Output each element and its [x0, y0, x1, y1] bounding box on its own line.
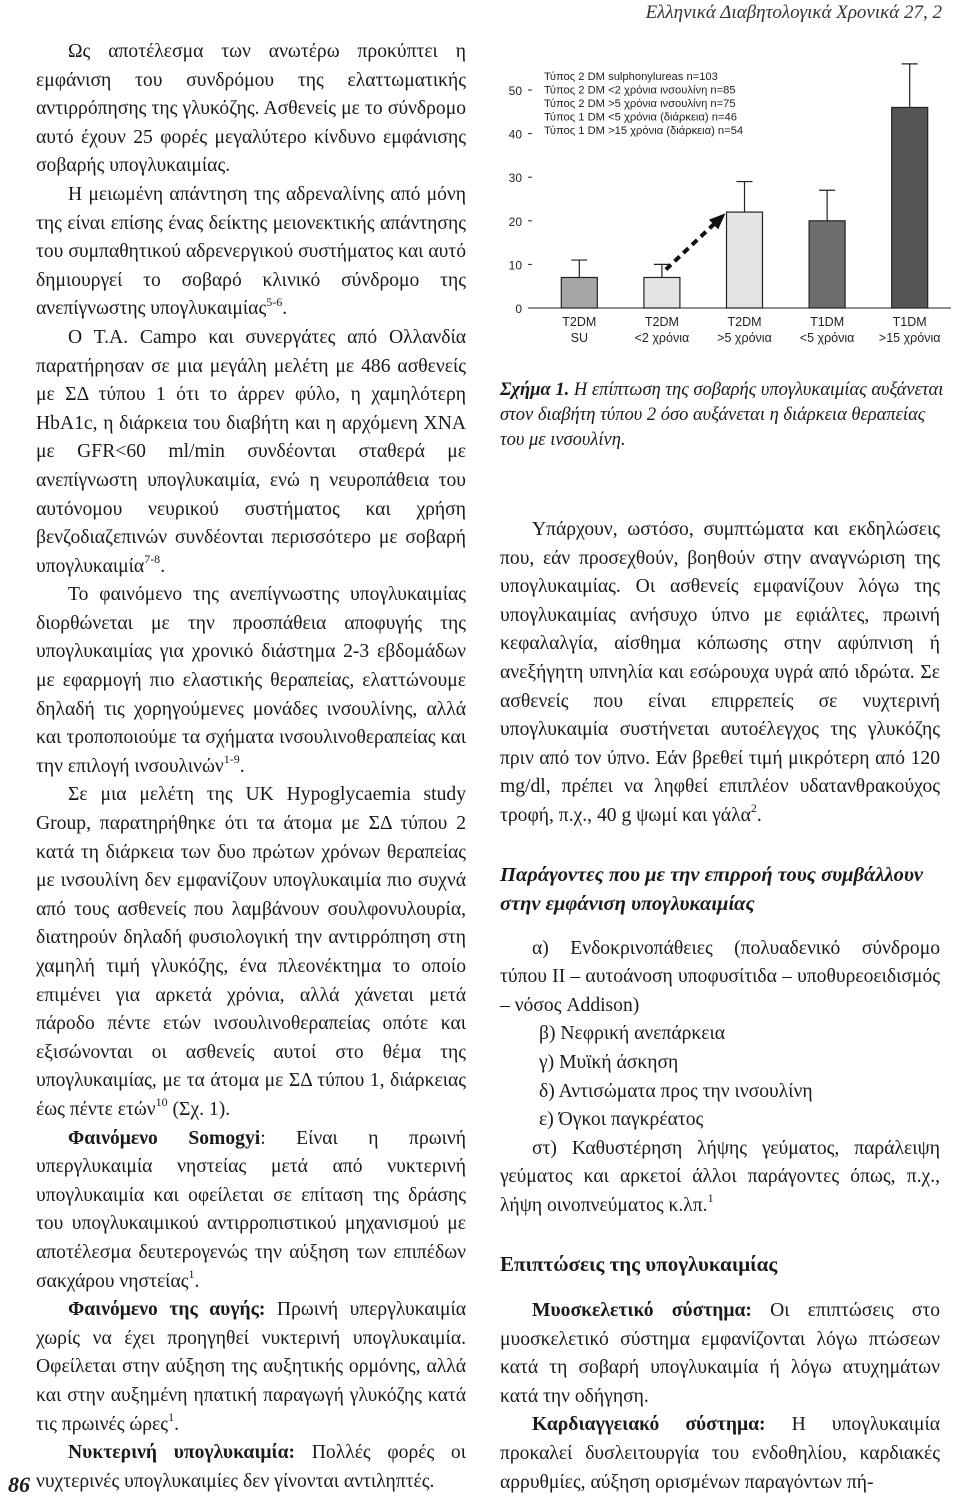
figure-1 — [496, 50, 956, 380]
section-heading: Επιπτώσεις της υπογλυκαιμίας — [500, 1252, 778, 1277]
paragraph: Φαινόμενο Somogyi: Είναι η πρωινή υπεργλυκαιμία νηστείας μετά από νυκτερινή υπογλυκαιμία και οφείλεται σε επίταση της δράσης του υπογλυκαιμικού αντιρροπιστικού μηχανισμού με αποτέλεσμα δευτερογενώς την αύξηση των επιπέδων σακχάρου νηστείας$^1$. — [36, 1127, 466, 1292]
running-head: Ελληνικά Διαβητολογικά Χρονικά 27, 2 — [645, 2, 942, 23]
paragraph: Ως αποτέλεσμα των ανωτέρω προκύπτει η εμφάνιση του συνδρόμου της ελαττωματικής αντιρρόπησης της γλυκόζης. Ασθενείς με το σύνδρομο αυτό έχουν 25 φορές μεγαλύτερο κίνδυνο εμφάνισης σοβαρής υπογλυκαιμίας. — [36, 41, 466, 177]
right-column — [500, 516, 940, 1497]
left-column — [36, 38, 466, 1496]
y-tick-label: 50 — [508, 84, 522, 98]
term: Φαινόμενο της αυγής: — [68, 1299, 266, 1321]
term: Νυκτερινή υπογλυκαιμία: — [68, 1442, 296, 1464]
paragraph: Σε μια μελέτη της UK Hypoglycaemia study Group, παρατηρήθηκε ότι τα άτομα με ΣΔ τύπου 2 κατά τη διάρκεια των δυο πρώτων χρόνων θεραπείας με ινσουλίνη δεν εμφανίζουν υπογλυκαιμία πιο συχνά από τους ασθενείς που λαμβάνουν σουλφονυλουρία, διατηρούν δηλαδή φυσιολογική την αντιρρόπηση στη χαμηλή τιμή γλυκόζης, ένα πλεονέκτημα το οποίο επιμένει για αρκετά χρόνια, αλλά χάνεται μετά πάροδο πέντε ετών ινσουλινοθεραπείας οπότε και εξισώνονται οι ασθενείς αυτοί στο θέμα της υπογλυκαιμίας, με τα άτομα με ΣΔ τύπου 1, διάρκειας έως πέντε ετών$^{10}$ (Σχ. 1). — [36, 784, 466, 1120]
list-item: α) Ενδοκρινοπάθειες (πολυαδενικό σύνδρομο τύπου ΙΙ – αυτοάνοση υποφυσίτιδα – υποθυρεοειδισμός – νόσος Addison) — [500, 937, 940, 1016]
bar — [561, 277, 597, 308]
x-tick-label: >15 χρόνια — [878, 331, 941, 345]
legend-entry: Τύπος 1 DM <5 χρόνια (διάρκεια) n=46 — [544, 111, 737, 124]
term: Μυοσκελετικό σύστημα: — [532, 1300, 752, 1322]
list-item: β) Νεφρική ανεπάρκεια — [539, 1023, 726, 1045]
citation-ref: 7-8 — [144, 552, 161, 567]
y-tick-label: 20 — [508, 214, 522, 229]
citation-ref: 5-6 — [266, 294, 283, 309]
list-item: δ) Αντισώματα προς την ινσουλίνη — [539, 1080, 813, 1102]
bar — [644, 277, 680, 308]
y-tick-label: 0 — [515, 302, 522, 316]
citation-ref: 1 — [168, 1409, 175, 1424]
x-tick-label: T1DM — [810, 315, 845, 329]
citation-ref: 1 — [707, 1191, 714, 1206]
bar — [727, 212, 763, 308]
paragraph: Φαινόμενο της αυγής: Πρωινή υπεργλυκαιμία χωρίς να έχει προηγηθεί νυκτερινή υπογλυκαιμία. Οφείλεται στην αύξηση της αυξητικής ορμόνης, αλλά και στην αυξημένη ηπατική παραγωγή γλυκόζης κατά τις πρωινές ώρες$^1$. — [36, 1299, 467, 1435]
legend-entry: Τύπος 2 DM sulphonylureas n=103 — [544, 71, 718, 83]
section-heading: Παράγοντες που με την επιρροή τους συμβάλλουν στην εμφάνιση υπογλυκαιμίας — [500, 863, 923, 915]
x-tick-label: <2 χρόνια — [634, 331, 690, 345]
paragraph: Ο Τ.Α. Campo και συνεργάτες από Ολλανδία παρατήρησαν σε μια μεγάλη μελέτη με 486 ασθενείς με ΣΔ τύπου 1 ότι το άρρεν φύλο, η χαμηλότερη HbA1c, η διάρκεια του διαβήτη και η αρχόμενη ΧΝΑ με GFR<60 ml/min συνδέονται σταθερά με ανεπίγνωστη υπογλυκαιμία, ενώ η νευροπάθεια του αυτόνομου νευρικού συστήματος και χρήση βενζοδιαζεπινών συνδέονται περισσότερο με σοβαρή υπογλυκαιμία$^{7-8}$. — [36, 326, 466, 577]
x-tick-label: T2DM — [727, 315, 762, 329]
y-tick-label: 30 — [508, 171, 522, 186]
x-tick-label: >5 χρόνια — [717, 331, 772, 345]
legend-entry: Τύπος 2 DM >5 χρόνια ινσουλίνη n=75 — [544, 98, 736, 110]
bar-chart — [496, 50, 956, 380]
list-item: στ) Καθυστέρηση λήψης γεύματος, παράλειψη γεύματος και αρκετοί άλλοι παράγοντες όπως, π.χ., λήψη οινοπνεύματος κ.λπ.$^1$ — [500, 1137, 940, 1216]
citation-ref: 10 — [155, 1095, 168, 1110]
caption-label: Σχήμα 1. — [500, 380, 570, 400]
x-tick-label: <5 χρόνια — [799, 331, 855, 345]
bar — [809, 221, 845, 308]
term: Φαινόμενο Somogyi — [68, 1127, 261, 1149]
legend-entry: Τύπος 1 DM >15 χρόνια (διάρκεια) n=54 — [544, 125, 744, 137]
citation-ref: 1 — [188, 1267, 195, 1281]
list-item: ε) Όγκοι παγκρέατος — [539, 1109, 704, 1131]
paragraph: Νυκτερινή υπογλυκαιμία: Πολλές φορές οι νυχτερινές υπογλυκαιμίες δεν γίνονται αντιληπτές. — [36, 1442, 466, 1492]
citation-ref: 2 — [750, 801, 757, 816]
list-item: γ) Μυϊκή άσκηση — [539, 1051, 679, 1073]
term: Καρδιαγγειακό σύστημα: — [532, 1414, 766, 1436]
x-tick-label: T2DM — [562, 315, 597, 329]
x-tick-label: SU — [570, 331, 588, 345]
paragraph: Μυοσκελετικό σύστημα: Οι επιπτώσεις στο μυοσκελετικό σύστημα εμφανίζονται λόγω πτώσεων κατά τη σοβαρή υπογλυκαιμία ή λόγω ατυχημάτων κατά την οδήγηση. — [500, 1300, 940, 1407]
bar — [892, 107, 928, 308]
figure-caption — [500, 378, 950, 453]
legend-entry: Τύπος 2 DM <2 χρόνια ινσουλίνη n=85 — [544, 84, 736, 97]
y-tick-label: 40 — [508, 127, 522, 142]
page-number: 86 — [8, 1472, 30, 1497]
paragraph: Η μειωμένη απάντηση της αδρεναλίνης από μόνη της είναι επίσης ένας δείκτης μειονεκτικής απάντησης του συμπαθητικού αδρενεργικού συστήματος και αυτό δημιουργεί το σοβαρό κλινικό σύνδρομο της ανεπίγνωστης υπογλυκαιμίας$^{5-6}$. — [36, 183, 466, 320]
citation-ref: 1-9 — [223, 752, 240, 767]
paragraph: Καρδιαγγειακό σύστημα: Η υπογλυκαιμία προκαλεί δυσλειτουργία του ενδοθηλίου, καρδιακές αρρυθμίες, αύξηση ορισμένων παραγόντων πή- — [500, 1414, 940, 1493]
caption-text: Η επίπτωση της σοβαρής υπογλυκαιμίας αυξάνεται στον διαβήτη τύπου 2 όσο αυξάνεται η διάρκεια θεραπείας του με ινσουλίνη. — [500, 380, 944, 450]
x-tick-label: T2DM — [644, 315, 679, 329]
paragraph: Το φαινόμενο της ανεπίγνωστης υπογλυκαιμίας διορθώνεται με την προσπάθεια αποφυγής της υπογλυκαιμίας για χρονικό διάστημα 2-3 εβδομάδων με εφαρμογή πιο ελαστικής θεραπείας, ελαττώνουμε δηλαδή τις χορηγούμενες μονάδες ινσουλίνης, αλλά και τροποποιούμε τα σχήματα ινσουλινοθεραπείας και την επιλογή ινσουλινών$^{1-9}$. — [36, 584, 466, 777]
paragraph: Υπάρχουν, ωστόσο, συμπτώματα και εκδηλώσεις που, εάν προσεχθούν, βοηθούν στην αναγνώριση της υπογλυκαιμίας. Οι ασθενείς εμφανίζουν λόγω της υπογλυκαιμίας ανήσυχο ύπνο με εφιάλτες, πρωινή κεφαλαλγία, αίσθημα κόπωσης στην αφύπνιση ή ανεξήγητη υπνηλία και εσώρουχα υγρά από ιδρώτα. Σε ασθενείς που είναι επιρρεπείς σε νυχτερινή υπογλυκαιμία συστήνεται αυτοέλεγχος της γλυκόζης πριν από τον ύπνο. Εάν βρεθεί τιμή μικρότερη από 120 mg/dl, πρέπει να ληφθεί επιπλέον υδατανθρακούχος τροφή, π.χ., 40 g ψωμί και γάλα$^2$. — [500, 519, 940, 826]
x-tick-label: T1DM — [892, 315, 927, 329]
y-tick-label: 10 — [508, 258, 522, 273]
